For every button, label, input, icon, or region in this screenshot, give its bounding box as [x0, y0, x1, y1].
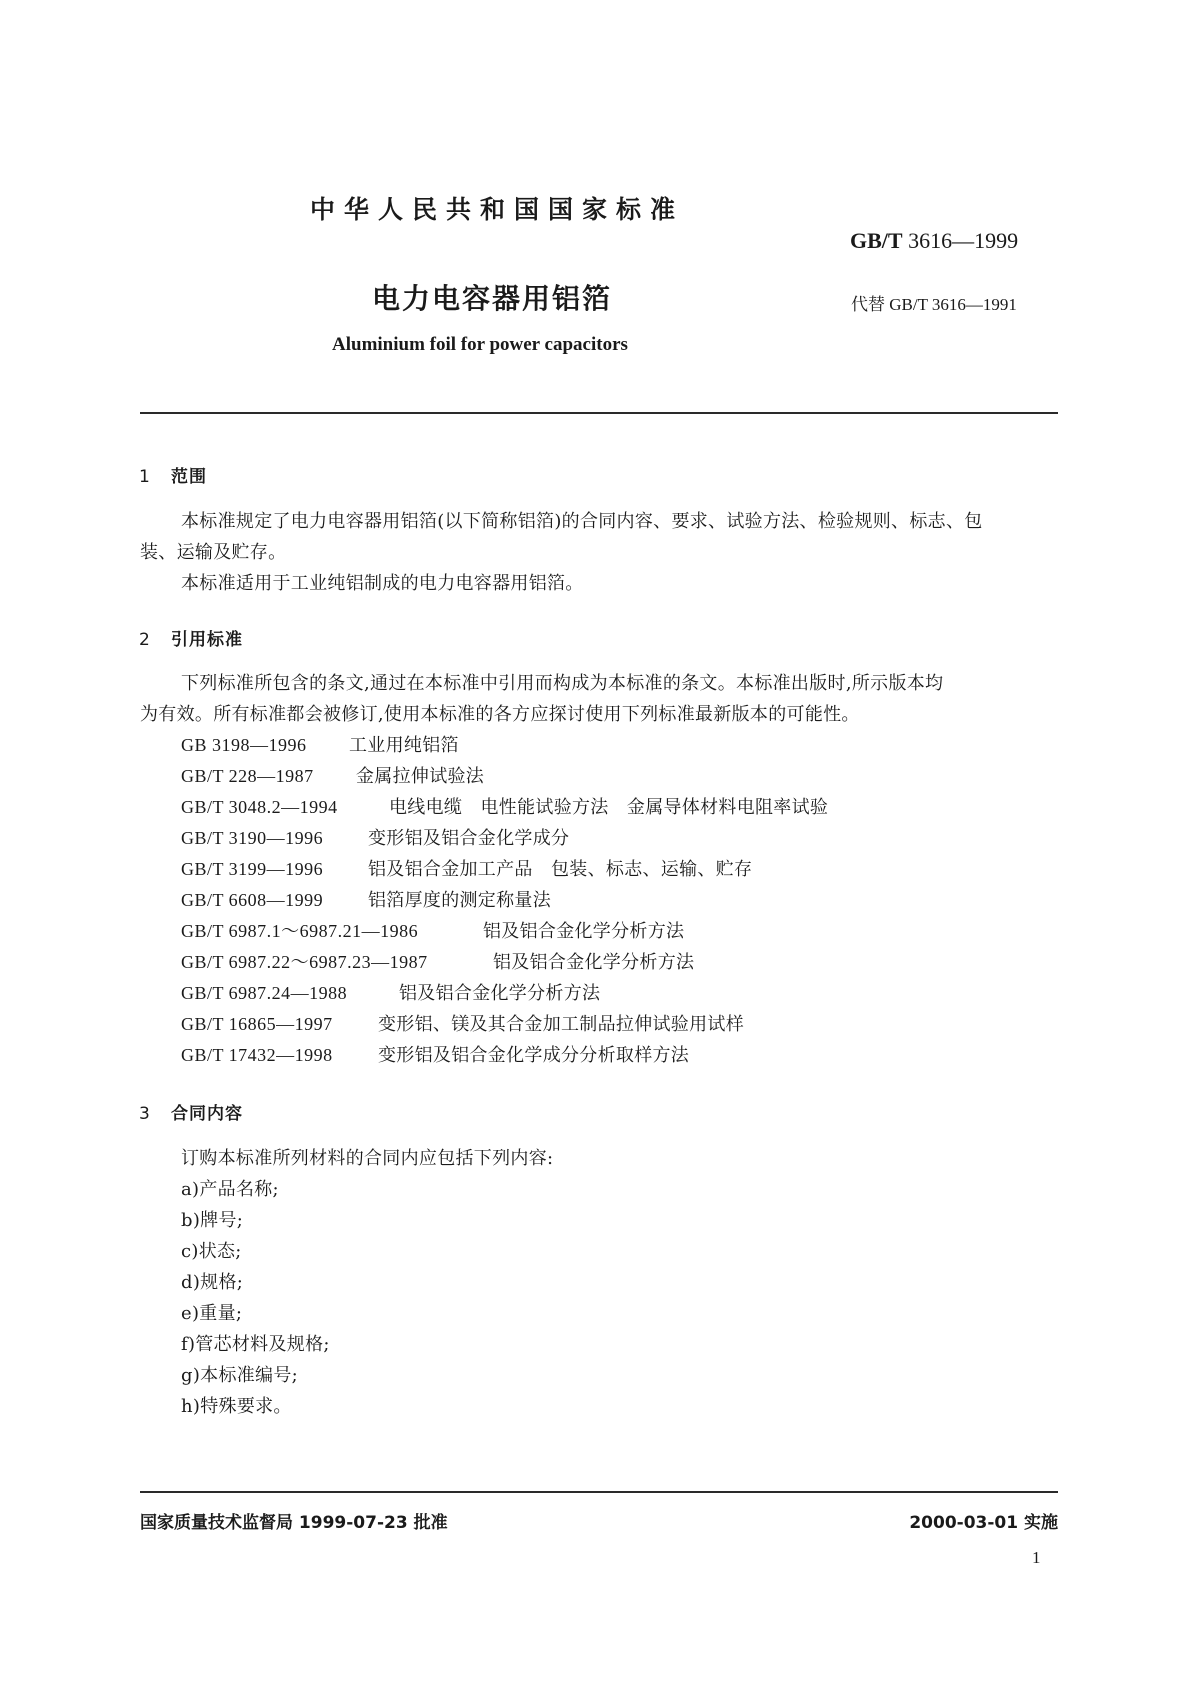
page-number: 1 [1032, 1548, 1041, 1567]
header-divider [140, 412, 1058, 414]
list-item: d)规格; [181, 1272, 244, 1293]
reference-code: GB 3198—1996 [181, 735, 307, 755]
list-item: h)特殊要求。 [181, 1396, 292, 1417]
footer-divider [140, 1491, 1058, 1493]
document-title-en: Aluminium foil for power capacitors [332, 334, 628, 355]
reference-item [181, 978, 600, 1009]
reference-item [181, 947, 694, 978]
reference-code: GB/T 3190—1996 [181, 828, 324, 848]
section-title: 合同内容 [171, 1104, 243, 1124]
list-item: c)状态; [181, 1241, 242, 1262]
section-title: 引用标准 [171, 630, 243, 650]
reference-code: GB/T 16865—1997 [181, 1014, 333, 1034]
reference-title: 铝及铝合金化学分析方法 [493, 952, 695, 973]
section-number: 2 [139, 630, 150, 650]
reference-title: 变形铝及铝合金化学成分 [368, 828, 570, 849]
standard-number: 3616—1999 [908, 228, 1019, 253]
national-standard-heading: 中华人民共和国国家标准 [310, 195, 685, 224]
reference-title: 铝及铝合金化学分析方法 [483, 921, 685, 942]
reference-item [181, 761, 484, 792]
paragraph: 下列标准所包含的条文,通过在本标准中引用而构成为本标准的条文。本标准出版时,所示版本均 [181, 673, 944, 694]
document-title-zh: 电力电容器用铝箔 [372, 282, 613, 315]
section-heading-1 [139, 462, 207, 487]
paragraph: 订购本标准所列材料的合同内应包括下列内容: [181, 1148, 554, 1169]
list-item: e)重量; [181, 1303, 243, 1324]
reference-title: 电线电缆 电性能试验方法 金属导体材料电阻率试验 [389, 797, 829, 818]
reference-item [181, 730, 459, 761]
reference-item [181, 792, 828, 823]
reference-title: 工业用纯铝箔 [349, 735, 459, 756]
section-heading-3 [139, 1099, 243, 1124]
reference-item [181, 916, 684, 947]
reference-title: 变形铝、镁及其合金加工制品拉伸试验用试样 [378, 1014, 744, 1035]
list-item: f)管芯材料及规格; [181, 1334, 330, 1355]
reference-item [181, 823, 569, 854]
reference-item [181, 854, 752, 885]
section-number: 3 [139, 1104, 150, 1124]
reference-item [181, 1040, 689, 1071]
list-item: g)本标准编号; [181, 1365, 299, 1386]
paragraph: 本标准规定了电力电容器用铝箔(以下简称铝箔)的合同内容、要求、试验方法、检验规则、标志、包 [181, 511, 983, 532]
reference-title: 金属拉伸试验法 [356, 766, 485, 787]
section-number: 1 [139, 467, 150, 487]
reference-item [181, 1009, 744, 1040]
reference-code: GB/T 6987.1～6987.21—1986 [181, 921, 419, 941]
reference-title: 铝及铝合金加工产品 包装、标志、运输、贮存 [368, 859, 753, 880]
reference-code: GB/T 228—1987 [181, 766, 314, 786]
reference-title: 铝及铝合金化学分析方法 [399, 983, 601, 1004]
reference-code: GB/T 3199—1996 [181, 859, 324, 879]
section-title: 范围 [171, 467, 207, 487]
reference-code: GB/T 3048.2—1994 [181, 797, 338, 817]
reference-item [181, 885, 551, 916]
reference-code: GB/T 17432—1998 [181, 1045, 333, 1065]
reference-code: GB/T 6608—1999 [181, 890, 324, 910]
effective-date: 2000-03-01 实施 [909, 1513, 1058, 1533]
paragraph-continuation: 为有效。所有标准都会被修订,使用本标准的各方应探讨使用下列标准最新版本的可能性。 [140, 704, 860, 725]
reference-code: GB/T 6987.22～6987.23—1987 [181, 952, 428, 972]
standard-prefix: GB/T [850, 228, 903, 253]
approval-note: 国家质量技术监督局 1999-07-23 批准 [140, 1513, 448, 1533]
list-item: b)牌号; [181, 1210, 244, 1231]
section-heading-2 [139, 625, 243, 650]
list-item: a)产品名称; [181, 1179, 279, 1200]
paragraph: 本标准适用于工业纯铝制成的电力电容器用铝箔。 [181, 573, 584, 594]
paragraph-continuation: 装、运输及贮存。 [140, 542, 287, 563]
replaces-note: 代替 GB/T 3616—1991 [851, 295, 1017, 314]
reference-title: 铝箔厚度的测定称量法 [368, 890, 551, 911]
reference-title: 变形铝及铝合金化学成分分析取样方法 [378, 1045, 690, 1066]
standard-code [850, 228, 1018, 254]
reference-code: GB/T 6987.24—1988 [181, 983, 348, 1003]
